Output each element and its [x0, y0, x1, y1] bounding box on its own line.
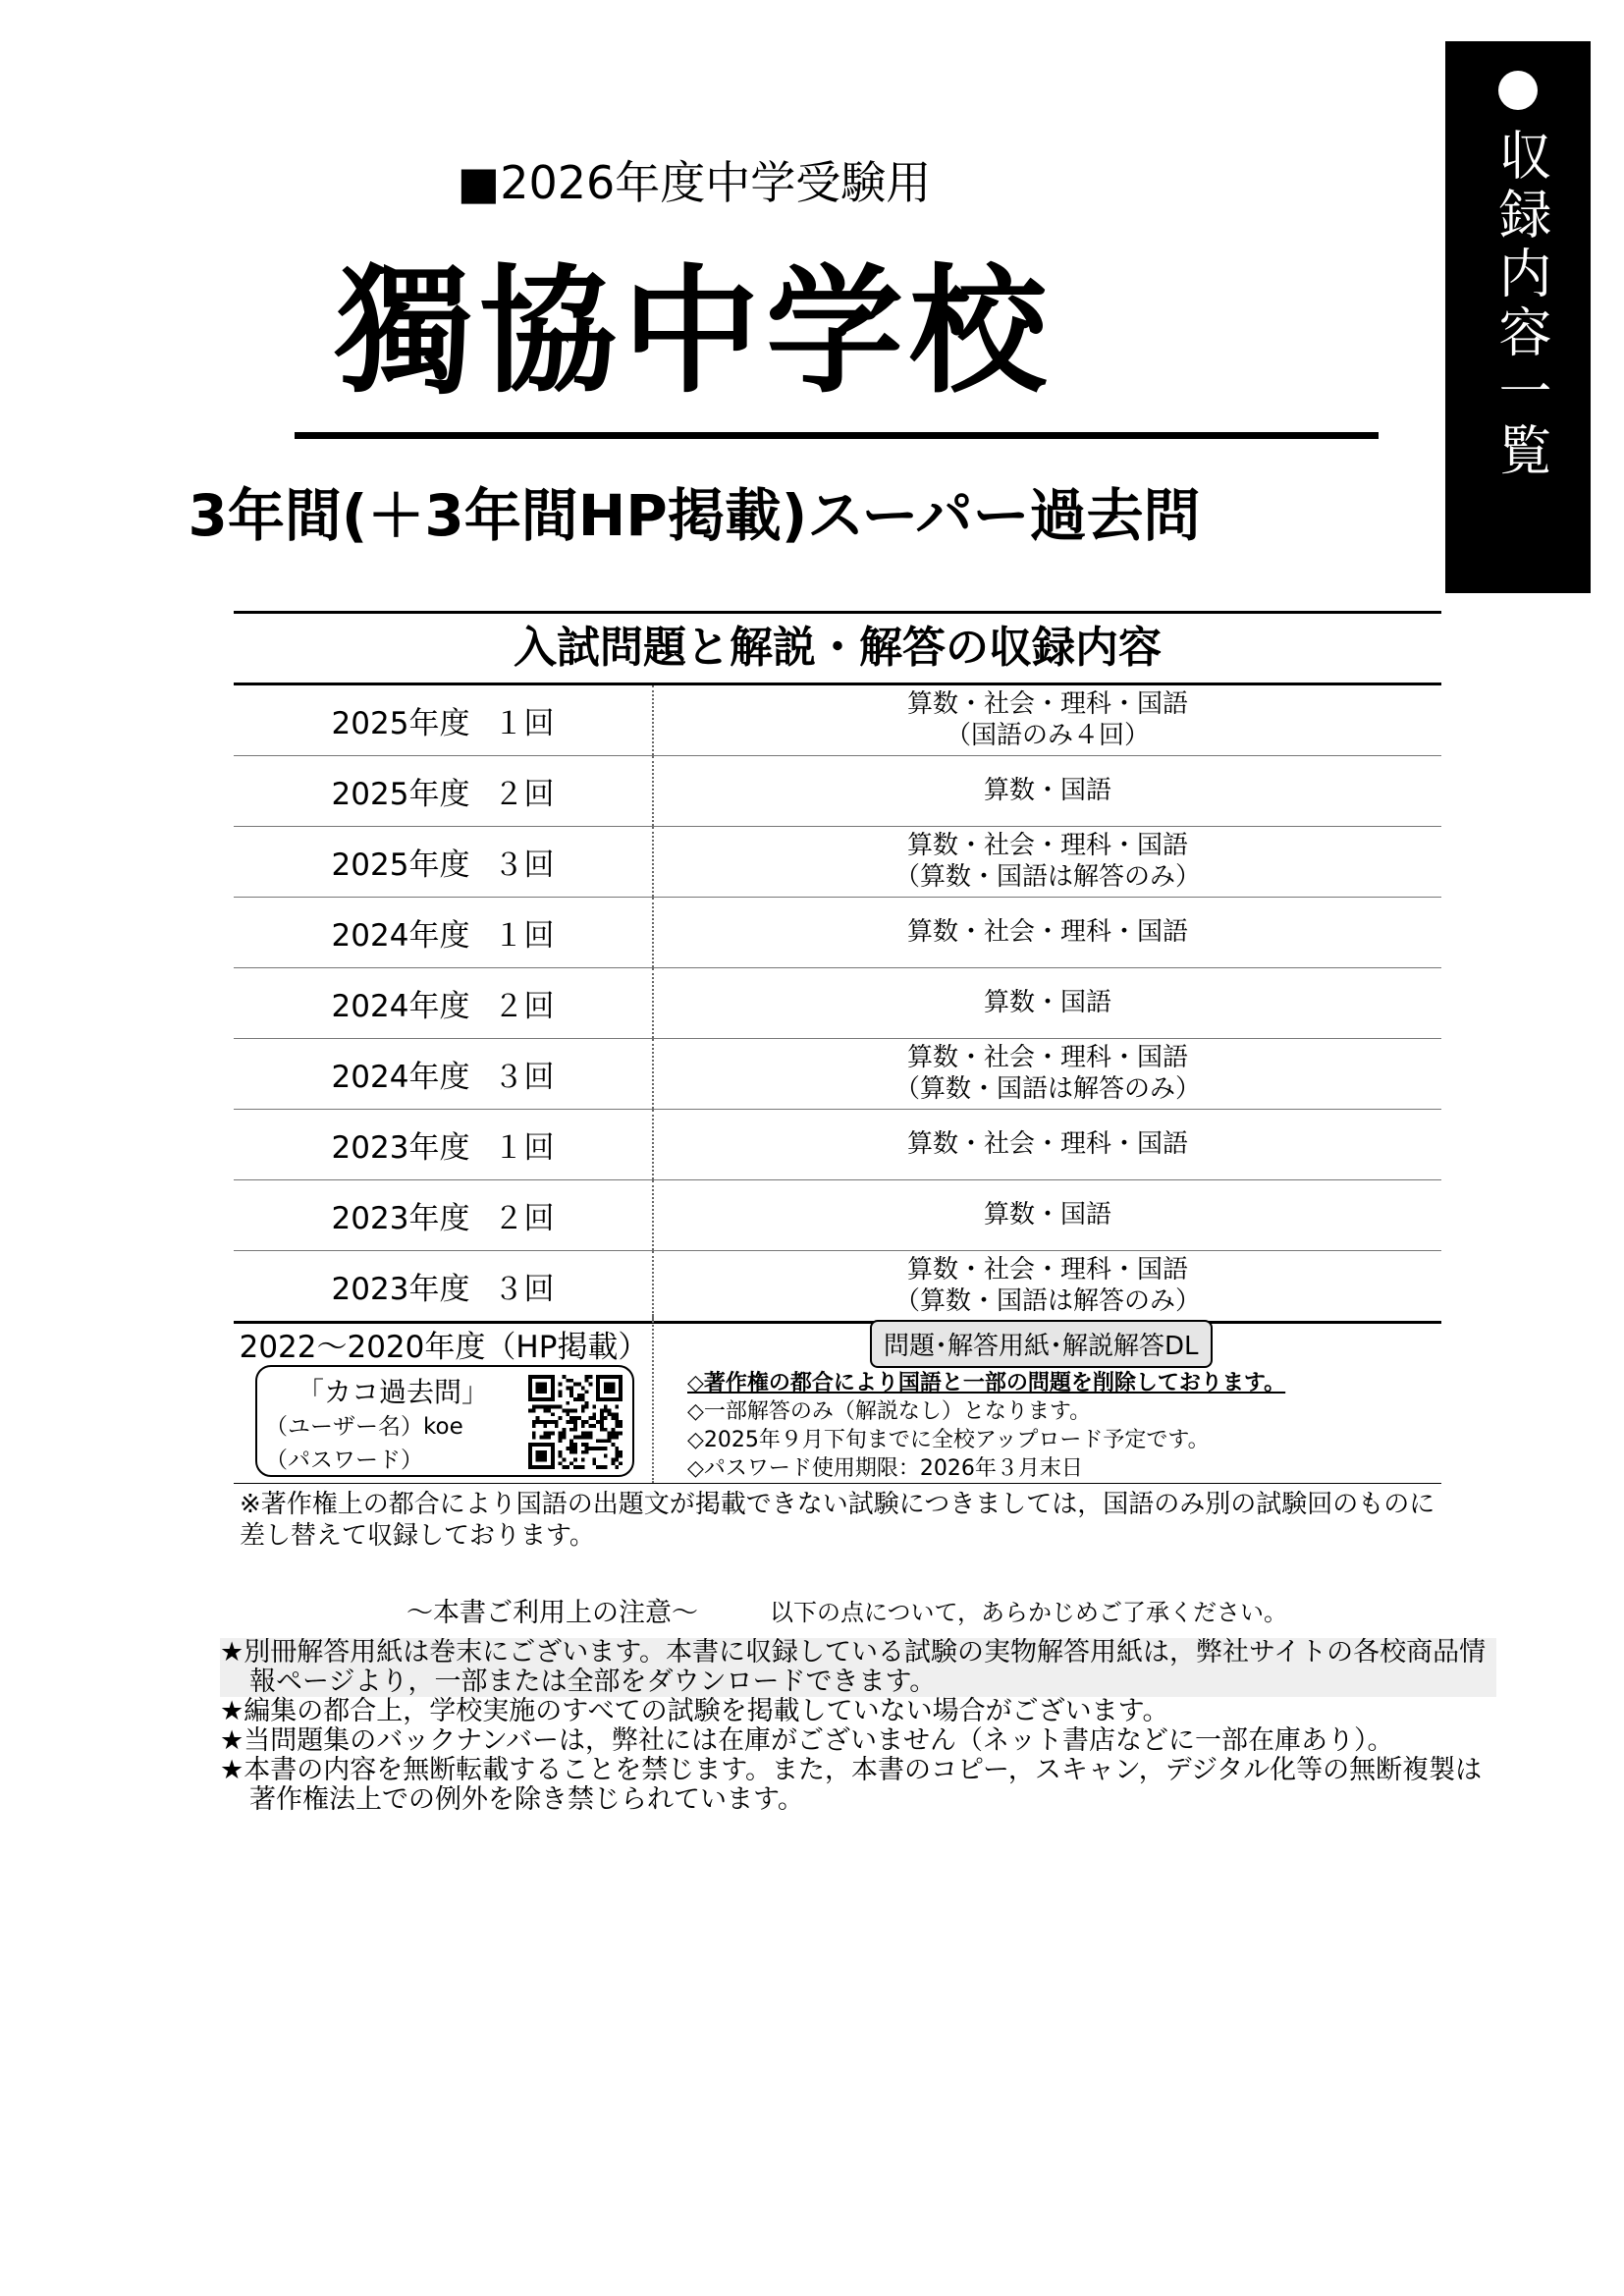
row-note: （国語のみ４回） — [945, 720, 1150, 750]
hp-note: ◇著作権の都合により国語と一部の問題を削除しております。 — [687, 1371, 1286, 1395]
hp-left-panel — [234, 1314, 654, 1483]
row-contents — [654, 1110, 1441, 1179]
download-badge: 問題･解答用紙･解説解答DL — [870, 1320, 1213, 1368]
row-note: （算数・国語は解答のみ） — [893, 1073, 1201, 1104]
hp-notes — [687, 1369, 1285, 1483]
table-row — [234, 898, 1441, 968]
hp-section — [234, 1314, 1441, 1484]
table-row — [234, 1110, 1441, 1180]
hp-years-label: 2022～2020年度（HP掲載） — [239, 1330, 649, 1365]
hp-note: ◇2025年９月下旬までに全校アップロード予定です。 — [687, 1428, 1210, 1452]
table-row — [234, 685, 1441, 756]
usage-item: ★別冊解答用紙は巻末にございます。本書に収録している試験の実物解答用紙は，弊社サイトの各校商品情報ページより，一部または全部をダウンロードできます。 — [220, 1638, 1496, 1697]
row-subjects: 算数・社会・理科・国語 — [906, 689, 1188, 720]
row-contents — [654, 1251, 1441, 1321]
row-subjects: 算数・国語 — [983, 1199, 1111, 1230]
table-heading: 入試問題と解説・解答の収録内容 — [234, 614, 1441, 685]
row-contents — [654, 756, 1441, 826]
usage-subtitle: 以下の点について，あらかじめご了承ください。 — [770, 1599, 1288, 1626]
row-note: （算数・国語は解答のみ） — [893, 861, 1201, 892]
usage-item: ★編集の都合上，学校実施のすべての試験を掲載していない場合がございます。 — [220, 1696, 1169, 1726]
row-year-round — [234, 756, 654, 826]
row-subjects: 算数・社会・理科・国語 — [906, 1255, 1188, 1285]
usage-item: ★本書の内容を無断転載することを禁じます。また，本書のコピー，スキャン，デジタル化等の無断複製は著作権法上での例外を除き禁じられています。 — [220, 1755, 1483, 1815]
table-row — [234, 1251, 1441, 1324]
table-row — [234, 1039, 1441, 1110]
row-round: ２回 — [493, 1201, 555, 1236]
row-year: 2025年度 — [331, 847, 470, 883]
row-year-round — [234, 1180, 654, 1250]
row-year-round — [234, 827, 654, 897]
row-contents — [654, 968, 1441, 1038]
row-year-round — [234, 1039, 654, 1109]
row-round: ２回 — [493, 777, 555, 812]
side-tab-label: 収録内容一覧 — [1490, 128, 1552, 481]
row-round: １回 — [493, 1130, 555, 1166]
kako-title: 「カコ過去問」 — [297, 1376, 490, 1408]
row-round: １回 — [493, 918, 555, 954]
row-year-round — [234, 1110, 654, 1179]
copyright-note: ※著作権上の都合により国語の出題文が掲載できない試験につきましては，国語のみ別の試験回のものに差し替えて収録しております。 — [240, 1490, 1435, 1551]
row-year: 2024年度 — [331, 918, 470, 954]
row-year: 2024年度 — [331, 1060, 470, 1095]
row-contents — [654, 827, 1441, 897]
contents-table — [234, 611, 1441, 1324]
product-title: 3年間(＋3年間HP掲載)スーパー過去問 — [188, 482, 1201, 549]
table-row — [234, 827, 1441, 898]
row-year: 2025年度 — [331, 777, 470, 812]
table-row — [234, 968, 1441, 1039]
row-subjects: 算数・社会・理科・国語 — [906, 916, 1188, 947]
usage-title: ～本書ご利用上の注意～ — [406, 1598, 698, 1628]
row-round: ３回 — [493, 1060, 555, 1095]
table-row — [234, 756, 1441, 827]
row-year-round — [234, 685, 654, 755]
hp-note: ◇パスワード使用期限：2026年３月末日 — [687, 1456, 1083, 1481]
row-year-round — [234, 898, 654, 967]
row-year: 2025年度 — [331, 706, 470, 741]
edition-label: ■2026年度中学受験用 — [457, 156, 932, 209]
kako-password: （パスワード） — [265, 1448, 423, 1473]
row-note: （算数・国語は解答のみ） — [893, 1285, 1201, 1316]
row-contents — [654, 685, 1441, 755]
hp-note: ◇一部解答のみ（解説なし）となります。 — [687, 1399, 1092, 1424]
row-subjects: 算数・国語 — [983, 775, 1111, 805]
school-title: 獨協中学校 — [335, 252, 1053, 412]
row-year: 2023年度 — [331, 1272, 470, 1307]
title-divider — [295, 432, 1379, 439]
qr-code-icon[interactable] — [528, 1375, 623, 1469]
row-subjects: 算数・国語 — [983, 987, 1111, 1017]
row-year: 2023年度 — [331, 1201, 470, 1236]
row-year-round — [234, 968, 654, 1038]
row-subjects: 算数・社会・理科・国語 — [906, 831, 1188, 861]
row-round: ３回 — [493, 847, 555, 883]
kako-username: （ユーザー名）koe — [265, 1414, 463, 1440]
usage-item: ★当問題集のバックナンバーは，弊社には在庫がございません（ネット書店などに一部在庫あり）。 — [220, 1725, 1394, 1756]
row-contents — [654, 1180, 1441, 1250]
row-year-round — [234, 1251, 654, 1321]
row-year: 2023年度 — [331, 1130, 470, 1166]
usage-list — [220, 1638, 1496, 1815]
row-contents — [654, 898, 1441, 967]
row-subjects: 算数・社会・理科・国語 — [906, 1043, 1188, 1073]
bullet-dot-icon — [1498, 71, 1538, 110]
row-contents — [654, 1039, 1441, 1109]
row-round: ３回 — [493, 1272, 555, 1307]
row-subjects: 算数・社会・理科・国語 — [906, 1128, 1188, 1159]
table-row — [234, 1180, 1441, 1251]
row-round: ２回 — [493, 989, 555, 1024]
kako-login-box — [255, 1365, 634, 1477]
row-year: 2024年度 — [331, 989, 470, 1024]
row-round: １回 — [493, 706, 555, 741]
